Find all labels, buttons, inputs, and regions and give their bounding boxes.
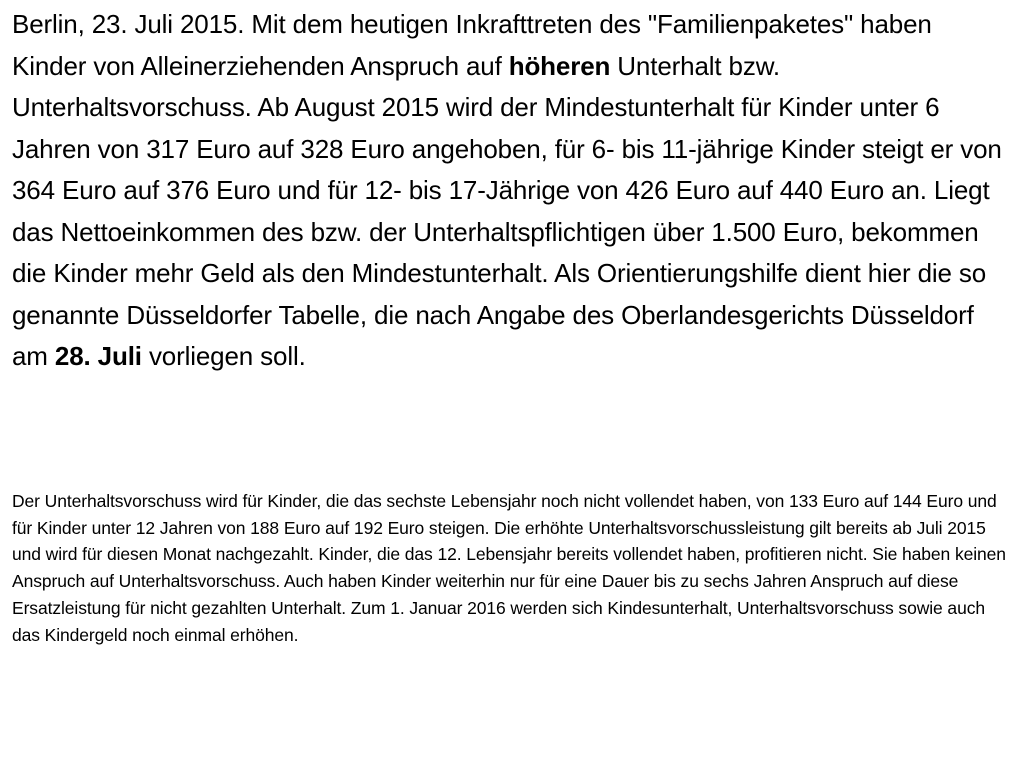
main-paragraph-text-2: Unterhalt bzw. Unterhaltsvorschuss. Ab August 2015 wird der Mindestunterhalt für Kinder unter 6 Jahren von 317 Euro auf 328 Euro angehoben, für 6- bis 11-jährige Kinder steigt er von 364 Euro auf 376 Euro und für 12- bis 17-Jährige von 426 Euro auf 440 Euro an. Liegt das Nettoeinkommen des bzw. der Unterhaltspflichtigen über 1.500 Euro, bekommen die Kinder mehr Geld als den Mindestunterhalt. Als Orientierungshilfe dient hier die so genannte Düsseldorfer Tabelle, die nach Angabe des Oberlandesgerichts Düsseldorf am <box>12 50 1002 371</box>
bold-emphasis-hoeheren: höheren <box>508 50 611 81</box>
secondary-paragraph: Der Unterhaltsvorschuss wird für Kinder, die das sechste Lebensjahr noch nicht vollendet haben, von 133 Euro auf 144 Euro und für Kinder unter 12 Jahren von 188 Euro auf 192 Euro steigen. Die erhöhte Unterhaltsvorschussleistung gilt bereits ab Juli 2015 und wird für diesen Monat nachgezahlt. Kinder, die das 12. Lebensjahr bereits vollendet haben, profitieren nicht. Sie haben keinen Anspruch auf Unterhaltsvorschuss. Auch haben Kinder weiterhin nur für eine Dauer bis zu sechs Jahren Anspruch auf diese Ersatzleistung für nicht gezahlten Unterhalt. Zum 1. Januar 2016 werden sich Kindesunterhalt, Unterhaltsvorschuss sowie auch das Kindergeld noch einmal erhöhen. <box>12 491 1006 645</box>
bold-emphasis-date: 28. Juli <box>54 341 142 371</box>
main-paragraph-text-1: Berlin, 23. Juli 2015. Mit dem heutigen Inkrafttreten des "Familienpaketes" haben Kinder von Alleinerziehenden Anspruch auf <box>12 9 932 81</box>
main-paragraph <box>12 4 1012 378</box>
main-paragraph-text-3: vorliegen soll. <box>141 341 306 371</box>
